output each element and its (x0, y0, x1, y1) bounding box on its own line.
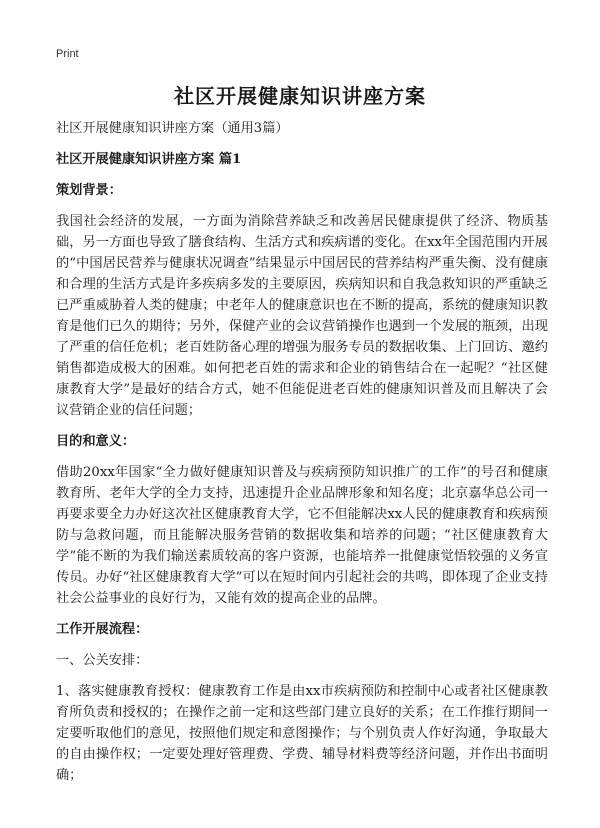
section-heading-process: 工作开展流程： (56, 622, 149, 637)
section-text-purpose: 借助20xx年国家“全力做好健康知识普及与疾病预防知识推广的工作”的号召和健康教育所、老年大学的全力支持，迅速提升企业品牌形象和知名度；北京嘉华总公司一再要求要全力办好这次社区健康教育大学，它不但能解决xx人民的健康教育和疾病预防与急救问题，而且能解决服务营销的数据收集和培养的问题；“社区健康教育大学”能不断的为我们输送素质较高的客户资源，也能培养一批健康觉悟较强的义务宣传员。办好“社区健康教育大学”可以在短时间内引起社会的共鸣，即体现了企业支持社会公益事业的良好行为，又能有效的提高企业的品牌。 (56, 465, 548, 606)
document-body (56, 118, 548, 796)
document-title: 社区开展健康知识讲座方案 (174, 84, 426, 108)
print-label: Print (56, 48, 79, 60)
document-subtitle: 社区开展健康知识讲座方案（通用3篇） (56, 121, 289, 136)
section-text-background: 我国社会经济的发展，一方面为消除营养缺乏和改善居民健康提供了经济、物质基础，另一方面也导致了膳食结构、生活方式和疾病谱的变化。在xx年全国范围内开展的“中国居民营养与健康状况调查”结果显示中国居民的营养结构严重失衡、没有健康和合理的生活方式是许多疾病多发的主要原因，疾病知识和自我急救知识的严重缺乏已严重威胁着人类的健康；中老年人的健康意识也在不断的提高，系统的健康知识教育是他们已久的期待；另外，保健产业的会议营销操作也遇到一个发展的瓶颈，出现了严重的信任危机；老百姓防备心理的增强为服务专员的数据收集、上门回访、邀约销售都造成极大的困难。如何把老百姓的需求和企业的销售结合在一起呢？“社区健康教育大学”是最好的结合方式，她不但能促进老百姓的健康知识普及而且解决了会议营销企业的信任问题； (56, 214, 548, 418)
section-heading-background: 策划背景： (56, 183, 122, 198)
process-sub-heading: 一、公关安排： (56, 653, 149, 668)
process-item-1: 1、落实健康教育授权：健康教育工作是由xx市疾病预防和控制中心或者社区健康教育所负责和授权的；在操作之前一定和这些部门建立良好的关系；在工作推行期间一定要听取他们的意见，按照他们规定和意图操作；与个别负责人作好沟通，争取最大的自由操作权；一定要处理好管理费、学费、辅导材料费等经济问题，并作出书面明确； (56, 684, 548, 783)
section-heading-purpose: 目的和意义： (56, 434, 136, 449)
article-title: 社区开展健康知识讲座方案 篇1 (56, 152, 242, 167)
